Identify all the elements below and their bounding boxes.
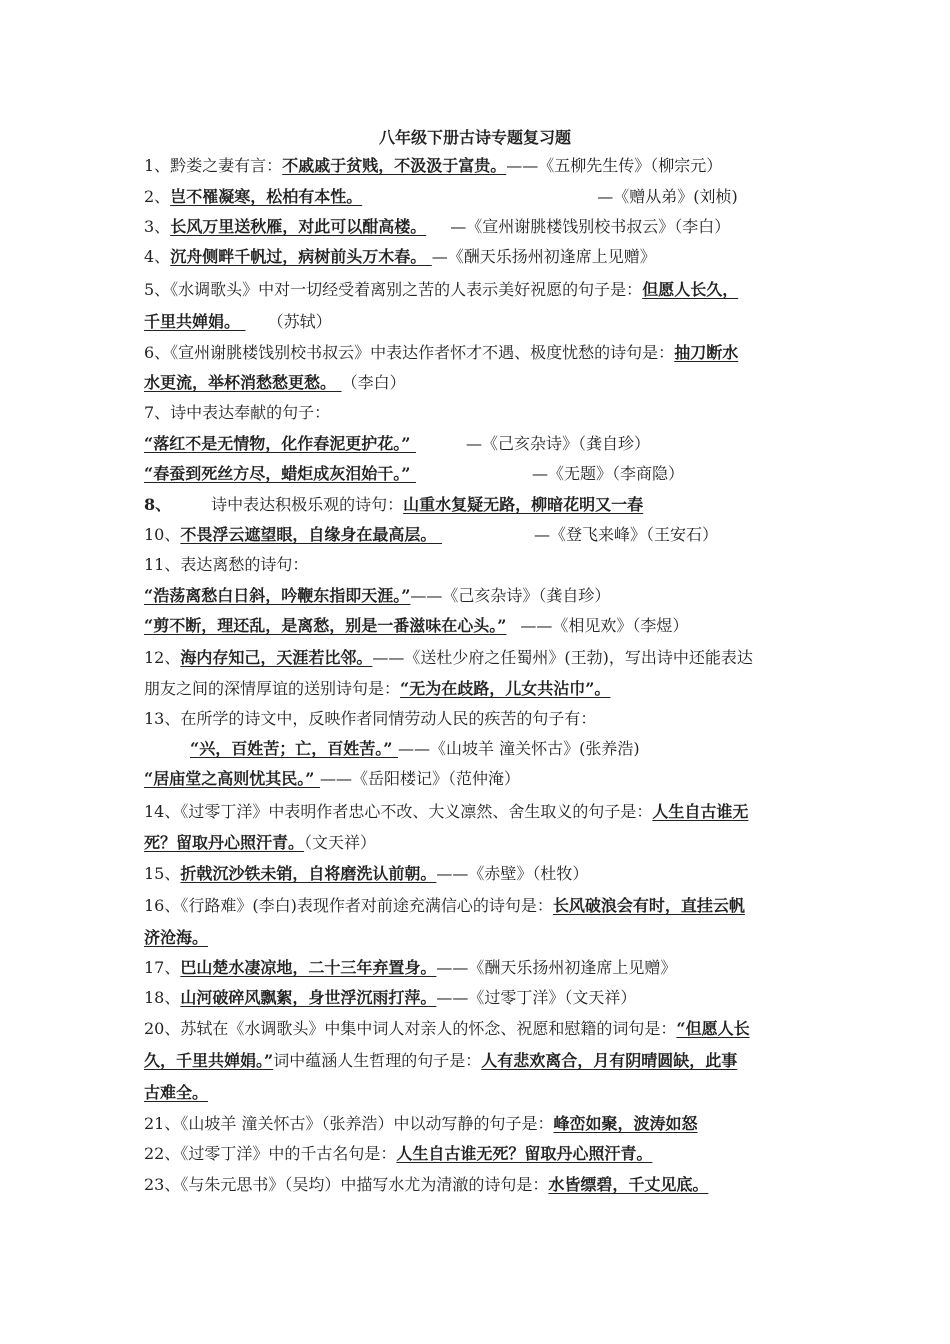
page-title: 八年级下册古诗专题复习题 [378, 128, 571, 147]
question-text: —《登飞来峰》（王安石） [533, 525, 718, 544]
answer-text: 海内存知己，天涯若比邻。 [180, 648, 373, 667]
answer-text: 山重水复疑无路，柳暗花明又一春 [403, 495, 644, 514]
answer-text: 沉舟侧畔千帆过，病树前头万木春。 [170, 247, 432, 266]
question-line-l1 [144, 155, 824, 177]
answer-text: “无为在歧路，儿女共沾巾”。 [400, 679, 611, 698]
question-text: （苏轼） [267, 312, 332, 331]
answer-text: 长风万里送秋雁，对此可以酣高楼。 [170, 217, 427, 236]
question-text: 15、 [144, 864, 181, 883]
question-line-l5 [144, 279, 824, 301]
question-line-l22 [144, 1143, 824, 1165]
question-line-l17 [144, 957, 824, 979]
question-line-l2 [144, 186, 824, 208]
answer-text: 峰峦如聚，波涛如怒 [553, 1114, 698, 1133]
question-line-l3 [144, 216, 824, 238]
question-line-l11b [144, 615, 824, 637]
answer-text: 不畏浮云遮望眼，自缘身在最高层。 [180, 525, 442, 544]
question-line-l7b [144, 463, 824, 485]
question-line-l8 [144, 494, 824, 516]
question-text: 词中蕴涵人生哲理的句子是： [273, 1051, 482, 1070]
question-line-l4 [144, 246, 824, 268]
question-line-l23 [144, 1174, 824, 1196]
question-text: 3、 [144, 217, 171, 236]
answer-text: “浩荡离愁白日斜，吟鞭东指即天涯。” [144, 586, 411, 605]
answer-text: 折戟沉沙铁未销，自将磨洗认前朝。 [180, 864, 437, 883]
question-text: 21、《山坡羊 潼关怀古》（张养浩）中以动写静的句子是： [144, 1114, 554, 1133]
answer-text: “兴，百姓苦；亡，百姓苦。” [190, 739, 398, 758]
question-line-l6 [144, 342, 824, 364]
question-text: —《宣州谢朓楼饯别校书叔云》（李白） [450, 217, 731, 236]
question-text: 5、《水调歌头》中对一切经受着离别之苦的人表示美好祝愿的句子是： [144, 280, 643, 299]
question-text: 11、表达离愁的诗句： [144, 555, 309, 574]
question-text: ——《五柳先生传》（柳宗元） [506, 156, 723, 175]
answer-text: 不戚戚于贫贱，不汲汲于富贵。 [282, 156, 507, 175]
question-text: ——《相见欢》（李煜） [520, 616, 689, 635]
question-line-l7 [144, 402, 824, 424]
question-text: 23、《与朱元思书》（吴均）中描写水尤为清澈的诗句是： [144, 1175, 549, 1194]
answer-text: 人有悲欢离合，月有阴晴圆缺，此事 [481, 1051, 738, 1070]
question-text: 14、《过零丁洋》中表明作者忠心不改、大义凛然、舍生取义的句子是： [144, 802, 653, 821]
answer-text: 但愿人长久， [642, 280, 739, 299]
question-line-l6b [144, 372, 824, 394]
question-text: （文天祥） [304, 833, 377, 852]
question-text: 4、 [144, 247, 171, 266]
question-text: 13、在所学的诗文中，反映作者同情劳动人民的疾苦的句子有： [144, 709, 597, 728]
question-text: —《赠从弟》(刘桢) [597, 187, 738, 206]
question-text: ——《岳阳楼记》（范仲淹） [319, 769, 520, 788]
question-line-l12b [144, 678, 824, 700]
question-text: 7、诗中表达奉献的句子： [144, 403, 331, 422]
question-text: ——《赤壁》（杜牧） [436, 864, 589, 883]
answer-text: 水更流，举杯消愁愁更愁。 [144, 373, 342, 392]
question-text: 朋友之间的深情厚谊的送别诗句是： [144, 679, 401, 698]
answer-text: 死？留取丹心照汗青。 [144, 833, 305, 852]
question-line-l14b [144, 832, 824, 854]
answer-text: “剪不断，理还乱，是离愁，别是一番滋味在心头。” [144, 616, 507, 635]
question-line-l20b [144, 1050, 824, 1072]
question-text: 2、 [144, 187, 171, 206]
question-line-l12 [144, 647, 824, 669]
question-line-l13a [144, 738, 824, 760]
question-text: 12、 [144, 648, 181, 667]
question-number: 8、 [144, 495, 172, 514]
question-text: 18、 [144, 988, 181, 1007]
answer-text: 古难全。 [144, 1083, 209, 1102]
question-line-l11a [144, 585, 824, 607]
question-text: ——《酬天乐扬州初逢席上见赠》 [436, 958, 677, 977]
answer-text: 水皆缥碧，千丈见底。 [548, 1175, 709, 1194]
answer-text: 山河破碎风飘絮，身世浮沉雨打萍。 [180, 988, 437, 1007]
answer-text: “落红不是无情物，化作春泥更护花。” [144, 434, 416, 453]
question-line-l18 [144, 987, 824, 1009]
answer-text: 千里共婵娟。 [144, 312, 246, 331]
question-line-l15 [144, 863, 824, 885]
answer-text: 抽刀断水 [674, 343, 739, 362]
question-text: 1、黔娄之妻有言： [144, 156, 283, 175]
question-text: 10、 [144, 525, 181, 544]
question-text: 20、苏轼在《水调歌头》中集中词人对亲人的怀念、祝愿和慰籍的词句是： [144, 1019, 677, 1038]
question-text: ——《山坡羊 潼关怀古》(张养浩) [397, 739, 640, 758]
question-line-l21 [144, 1113, 824, 1135]
question-line-l14 [144, 801, 824, 823]
question-text: —《无题》（李商隐） [531, 464, 684, 483]
answer-text: 长风破浪会有时，直挂云帆 [552, 896, 745, 915]
question-line-l16 [144, 895, 824, 917]
question-line-l5b [144, 311, 824, 333]
answer-text: 岂不罹凝寒，松柏有本性。 [170, 187, 363, 206]
question-text: 22、《过零丁洋》中的千古名句是： [144, 1144, 397, 1163]
question-text: 16、《行路难》(李白)表现作者对前途充满信心的诗句是： [144, 896, 553, 915]
question-text: 诗中表达积极乐观的诗句： [211, 495, 404, 514]
question-line-l11 [144, 554, 824, 576]
answer-text: 济沧海。 [144, 928, 209, 947]
question-text: （李白） [341, 373, 406, 392]
question-text: 6、《宣州谢朓楼饯别校书叔云》中表达作者怀才不遇、极度忧愁的诗句是： [144, 343, 675, 362]
question-text: —《酬天乐扬州初逢席上见赠》 [431, 247, 656, 266]
question-line-l13 [144, 708, 824, 730]
question-line-l10 [144, 524, 824, 546]
question-line-l20c [144, 1082, 824, 1104]
answer-text: 久，千里共婵娟。” [144, 1051, 274, 1070]
answer-text: “春蚕到死丝方尽，蜡炬成灰泪始干。” [144, 464, 416, 483]
question-text: ——《己亥杂诗》（龚自珍） [410, 586, 611, 605]
question-text: 17、 [144, 958, 181, 977]
question-line-l20 [144, 1018, 824, 1040]
question-line-l16b [144, 927, 824, 949]
answer-text: “居庙堂之高则忧其民。” [144, 769, 320, 788]
answer-text: “但愿人长 [676, 1019, 750, 1038]
answer-text: 人生自古谁无 [652, 802, 749, 821]
question-text: ——《过零丁洋》（文天祥） [436, 988, 637, 1007]
question-line-l13b [144, 768, 824, 790]
answer-text: 巴山楚水凄凉地，二十三年弃置身。 [180, 958, 437, 977]
answer-text: 人生自古谁无死？留取丹心照汗青。 [396, 1144, 653, 1163]
question-text: ——《送杜少府之任蜀州》(王勃)，写出诗中还能表达 [372, 648, 753, 667]
question-line-l7a [144, 433, 824, 455]
question-text: —《己亥杂诗》（龚自珍） [465, 434, 650, 453]
